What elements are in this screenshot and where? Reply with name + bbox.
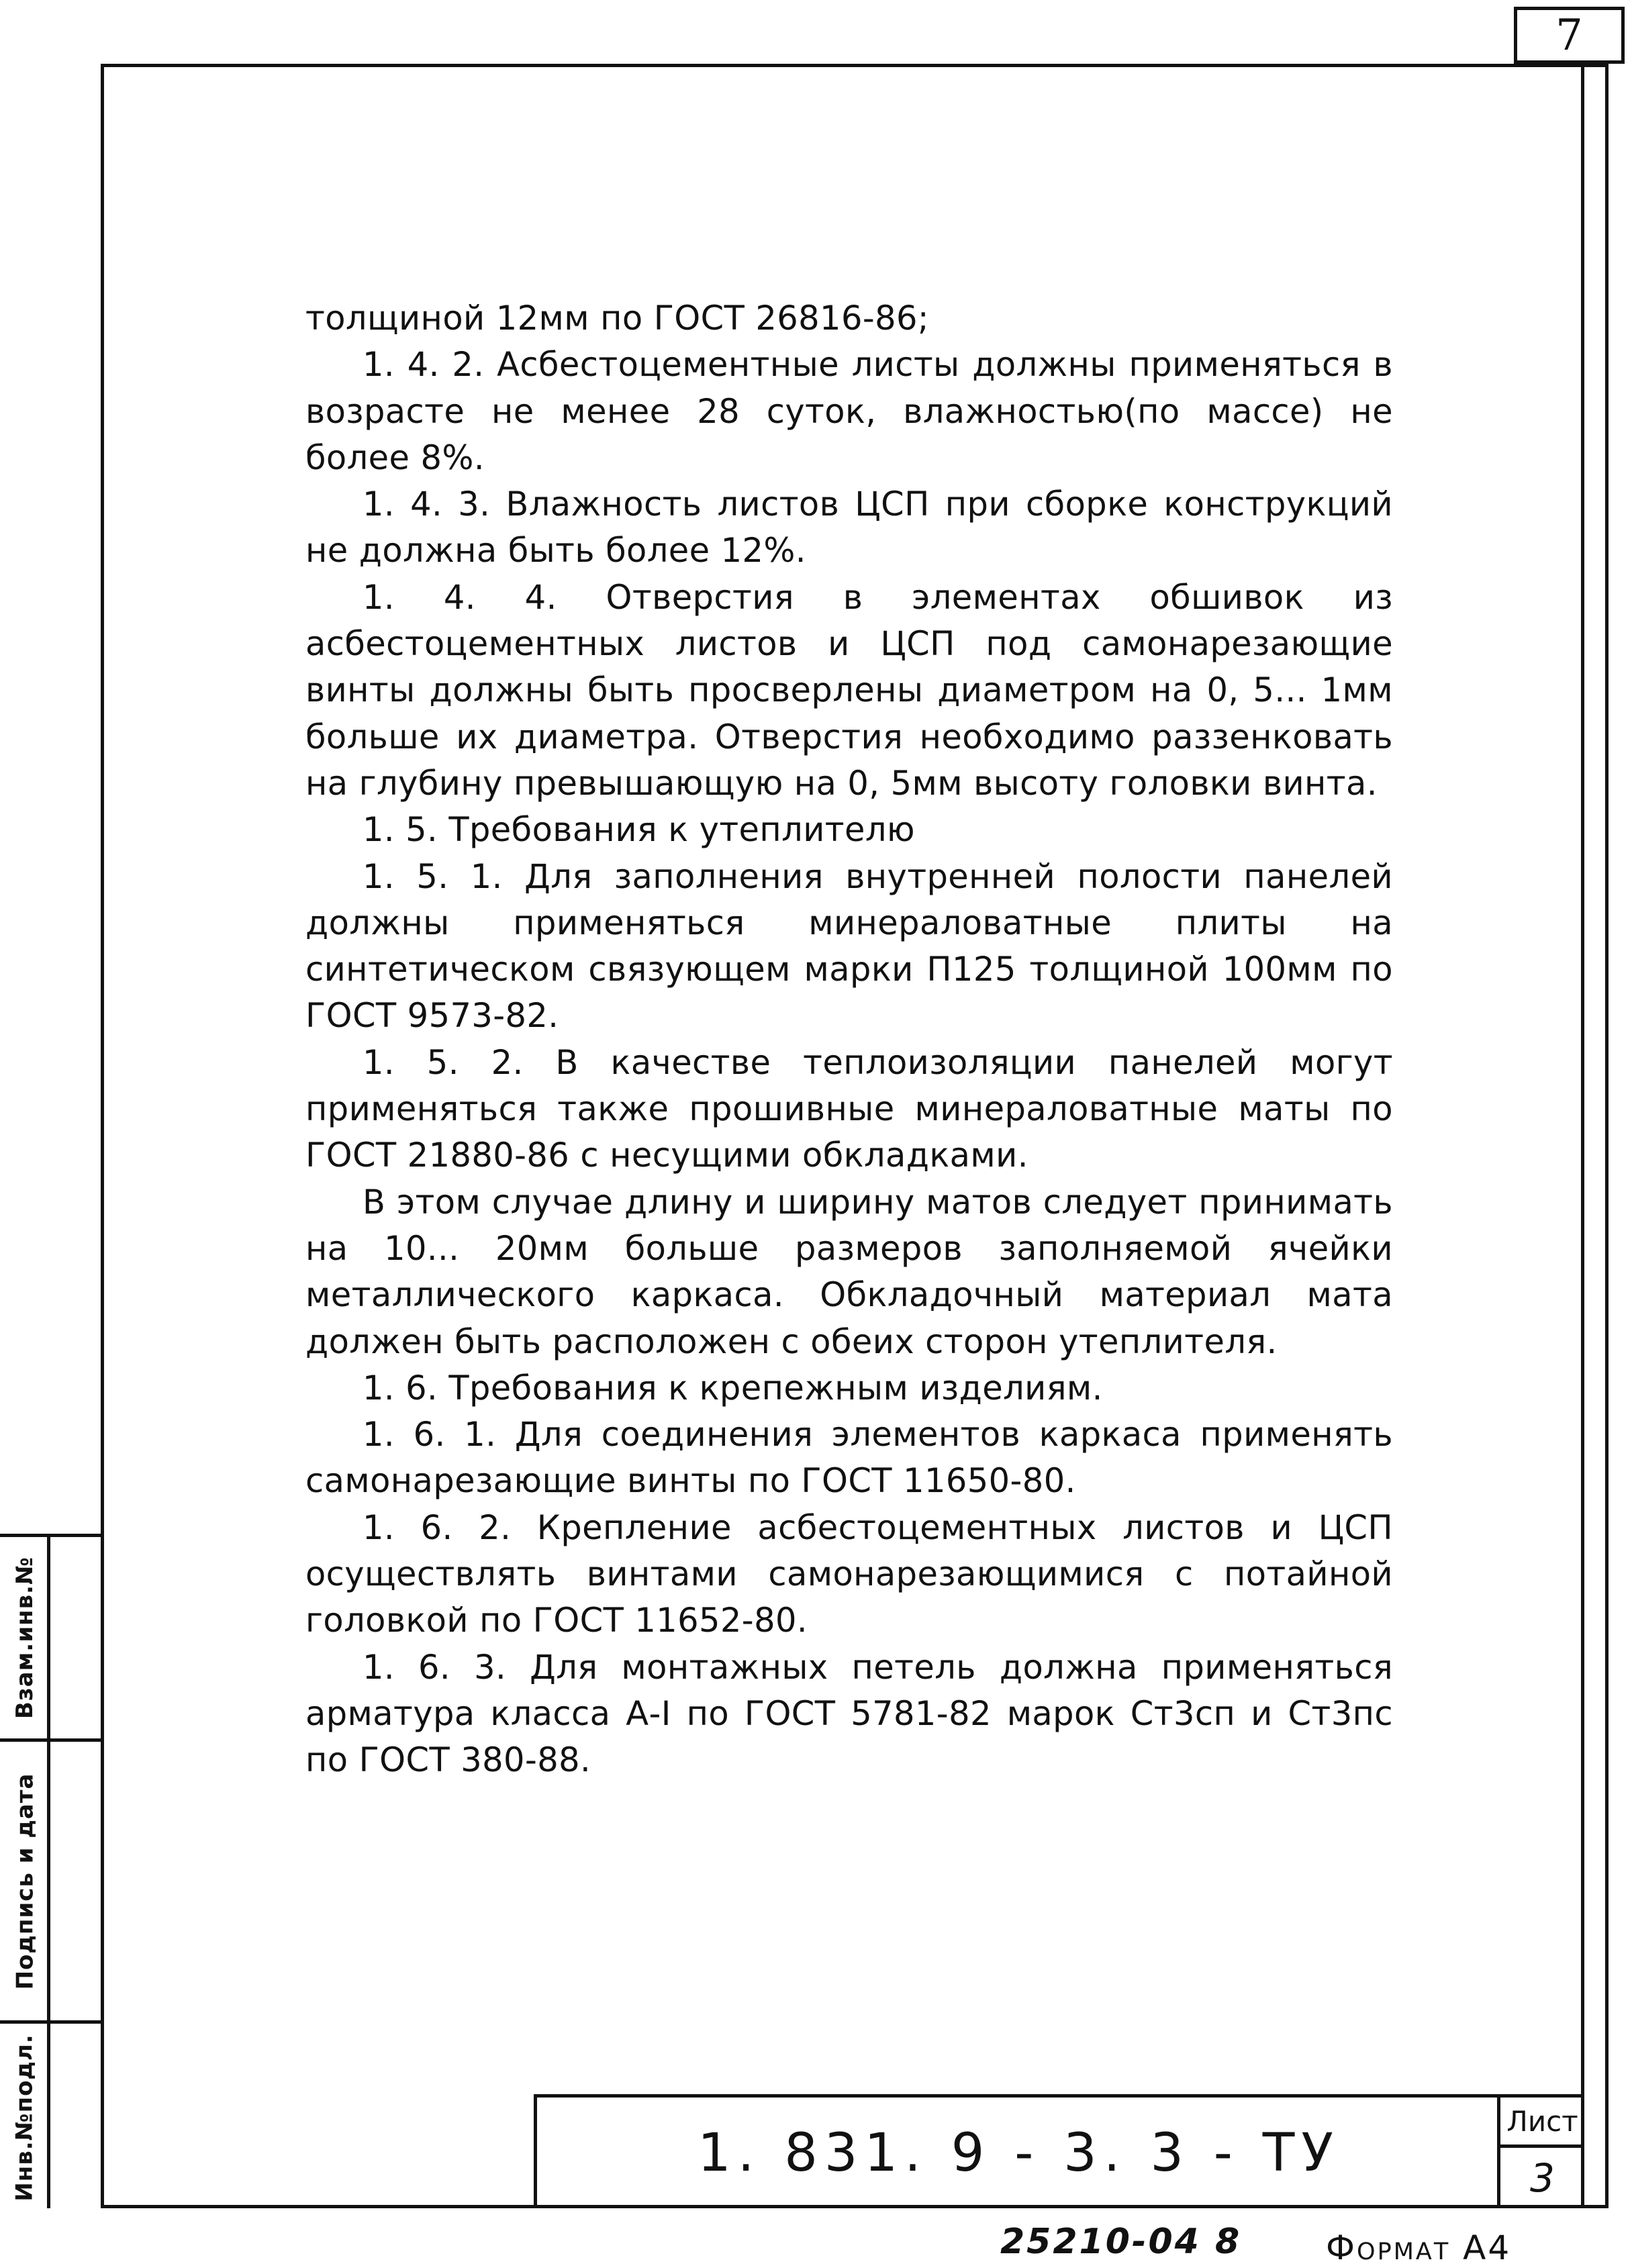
binding-label-signature: Подпись и дата [11,1773,39,1989]
paragraph: 1. 6. 1. Для соединения элементов каркаса применять самонарезающие винты по ГОСТ 11650-80. [305,1415,1393,1501]
document-code: 1. 831. 9 - 3. 3 - ТУ [698,2122,1340,2183]
sheet-number: 3 [1530,2155,1555,2201]
page-number-box [1514,7,1625,64]
document-body [305,295,1393,1784]
paragraph: 1. 4. 2. Асбестоцементные листы должны применяться в возрасте не менее 28 суток, влажностью(по массе) не более 8%. [305,345,1393,477]
page-number: 7 [1555,10,1583,60]
section-heading: 1. 6. Требования к крепежным изделиям. [363,1368,1103,1408]
paragraph: 1. 5. 2. В качестве теплоизоляции панелей могут применяться также прошивные минераловатные маты по ГОСТ 21880-86 с несущими обкладками. [305,1042,1393,1175]
binding-label-vzam: Взам.инв.№ [11,1557,39,1719]
binding-strip [0,1534,101,2208]
paragraph: 1. 4. 4. Отверстия в элементах обшивок из асбестоцементных листов и ЦСП под самонарезающие винты должны быть просверлены диаметром на 0, 5... 1мм больше их диаметра. Отверстия необходимо раззенковать на глубину превышающую на 0, 5мм высоту головки винта. [305,577,1393,803]
page-frame-right-strip [1584,64,1609,2208]
paragraph: 1. 4. 3. Влажность листов ЦСП при сборке конструкций не должна быть более 12%. [305,485,1393,571]
paragraph: 1. 5. 1. Для заполнения внутренней полости панелей должны применяться минераловатные плиты на синтетическом связующем марки П125 толщиной 100мм по ГОСТ 9573-82. [305,856,1393,1036]
order-number: 25210-04 8 [1000,2222,1242,2262]
paragraph: В этом случае длину и ширину матов следует принимать на 10... 20мм больше размеров заполняемой ячейки металлического каркаса. Обкладочный материал мата должен быть расположен с обеих сторон утеплителя. [305,1182,1393,1361]
section-heading: 1. 5. Требования к утеплителю [363,810,915,850]
paragraph: 1. 6. 3. Для монтажных петель должна применяться арматура класса А-I по ГОСТ 5781-82 марок Ст3сп и Ст3пс по ГОСТ 380-88. [305,1647,1393,1780]
paragraph: толщиной 12мм по ГОСТ 26816-86; [305,299,929,338]
binding-label-inv: Инв.№подл. [11,2034,39,2202]
paper-format: Формат А4 [1326,2228,1512,2267]
sheet-label: Лист [1500,2098,1584,2148]
paragraph: 1. 6. 2. Крепление асбестоцементных листов и ЦСП осуществлять винтами самонарезающимися с потайной головкой по ГОСТ 11652-80. [305,1508,1393,1640]
